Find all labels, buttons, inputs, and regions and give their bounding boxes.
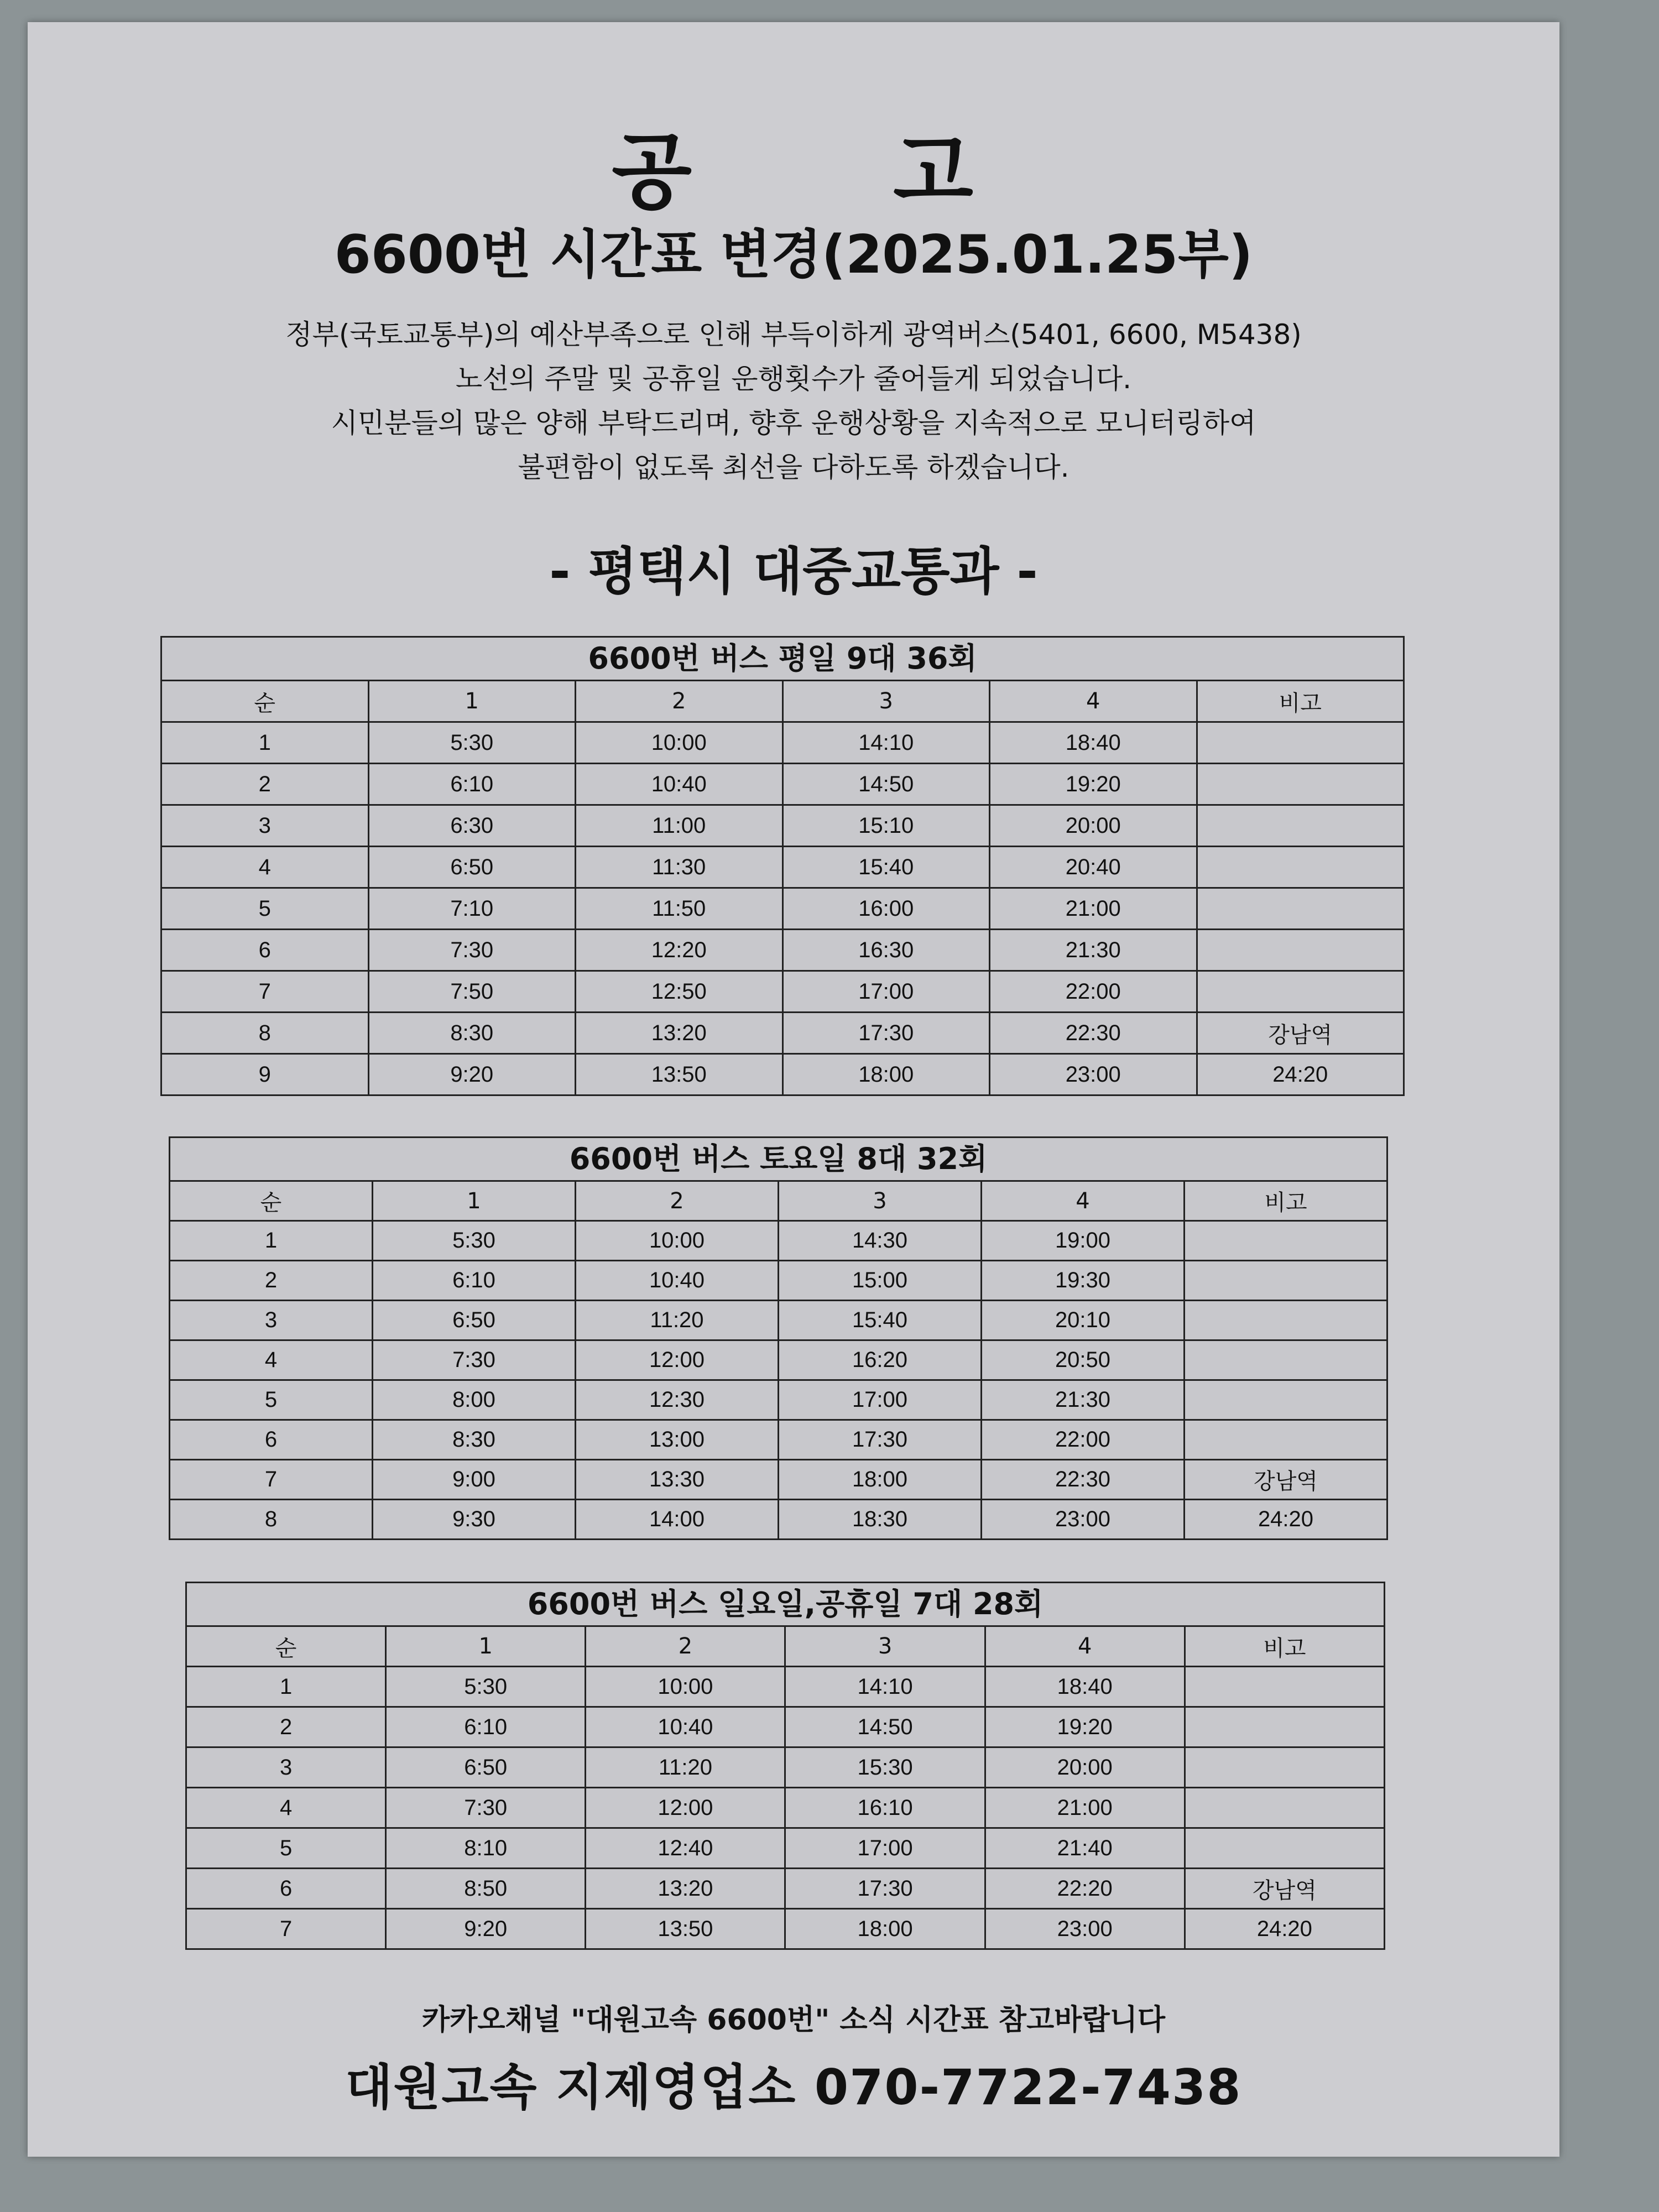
remark-cell — [1185, 1261, 1387, 1301]
remark-cell — [1185, 1747, 1384, 1788]
departure-time-cell: 7:30 — [386, 1788, 586, 1828]
departure-time-cell: 10:00 — [576, 1221, 779, 1261]
departure-time-cell: 5:30 — [373, 1221, 576, 1261]
remark-cell — [1185, 1420, 1387, 1460]
departure-time-cell: 7:30 — [368, 930, 576, 971]
table-row — [186, 1869, 1385, 1909]
departure-time-cell: 21:00 — [990, 888, 1197, 930]
departure-time-cell: 7:10 — [368, 888, 576, 930]
remark-cell — [1185, 1828, 1384, 1869]
remark-cell: 24:20 — [1185, 1909, 1384, 1949]
departure-time-cell: 22:30 — [990, 1013, 1197, 1054]
column-header: 1 — [386, 1626, 586, 1667]
departure-time-cell: 8:10 — [386, 1828, 586, 1869]
row-number-cell: 3 — [170, 1301, 373, 1340]
table-row — [170, 1500, 1387, 1540]
column-header: 4 — [982, 1181, 1185, 1221]
departure-time-cell: 19:20 — [985, 1707, 1185, 1747]
remark-cell — [1185, 1380, 1387, 1420]
row-number-cell: 5 — [186, 1828, 386, 1869]
departure-time-cell: 14:30 — [779, 1221, 982, 1261]
table-row — [170, 1261, 1387, 1301]
departure-time-cell: 15:00 — [779, 1261, 982, 1301]
departure-time-cell: 13:30 — [576, 1460, 779, 1500]
departure-time-cell: 18:40 — [985, 1667, 1185, 1707]
departure-time-cell: 6:10 — [386, 1707, 586, 1747]
departure-time-cell: 23:00 — [982, 1500, 1185, 1540]
departure-time-cell: 6:30 — [368, 805, 576, 847]
row-number-cell: 8 — [161, 1013, 369, 1054]
remark-cell: 24:20 — [1197, 1054, 1404, 1095]
table-row — [161, 971, 1404, 1013]
departure-time-cell: 18:30 — [779, 1500, 982, 1540]
row-number-cell: 7 — [170, 1460, 373, 1500]
company-contact: 대원고속 지제영업소 070-7722-7438 — [345, 2059, 1242, 2116]
departure-time-cell: 13:20 — [576, 1013, 783, 1054]
remark-cell — [1185, 1788, 1384, 1828]
column-header: 비고 — [1197, 681, 1404, 722]
departure-time-cell: 13:00 — [576, 1420, 779, 1460]
departure-time-cell: 23:00 — [990, 1054, 1197, 1095]
column-header: 1 — [373, 1181, 576, 1221]
departure-time-cell: 9:00 — [373, 1460, 576, 1500]
remark-cell — [1197, 805, 1404, 847]
departure-time-cell: 6:50 — [386, 1747, 586, 1788]
departure-time-cell: 18:00 — [782, 1054, 990, 1095]
weekday-timetable — [160, 636, 1405, 1096]
departure-time-cell: 19:20 — [990, 764, 1197, 805]
departure-time-cell: 8:50 — [386, 1869, 586, 1909]
remark-cell — [1197, 847, 1404, 888]
departure-time-cell: 15:10 — [782, 805, 990, 847]
departure-time-cell: 22:30 — [982, 1460, 1185, 1500]
row-number-cell: 6 — [170, 1420, 373, 1460]
notice-subtitle: 6600번 시간표 변경(2025.01.25부) — [334, 225, 1253, 285]
departure-time-cell: 21:30 — [990, 930, 1197, 971]
body-line: 노선의 주말 및 공휴일 운행횟수가 줄어들게 되었습니다. — [455, 363, 1132, 395]
table-row — [161, 930, 1404, 971]
row-number-cell: 6 — [161, 930, 369, 971]
departure-time-cell: 16:30 — [782, 930, 990, 971]
departure-time-cell: 20:10 — [982, 1301, 1185, 1340]
departure-time-cell: 12:30 — [576, 1380, 779, 1420]
departure-time-cell: 10:40 — [576, 1261, 779, 1301]
remark-cell: 강남역 — [1185, 1869, 1384, 1909]
departure-time-cell: 17:30 — [782, 1013, 990, 1054]
departure-time-cell: 10:40 — [586, 1707, 785, 1747]
departure-time-cell: 22:20 — [985, 1869, 1185, 1909]
table-row — [170, 1221, 1387, 1261]
table-row — [186, 1707, 1385, 1747]
departure-time-cell: 18:00 — [779, 1460, 982, 1500]
title-char-2: 고 — [893, 124, 975, 221]
departure-time-cell: 8:30 — [373, 1420, 576, 1460]
departure-time-cell: 17:30 — [779, 1420, 982, 1460]
departure-time-cell: 20:40 — [990, 847, 1197, 888]
row-number-cell: 3 — [161, 805, 369, 847]
departure-time-cell: 8:00 — [373, 1380, 576, 1420]
departure-time-cell: 18:40 — [990, 722, 1197, 764]
table-row — [186, 1667, 1385, 1707]
departure-time-cell: 16:10 — [785, 1788, 985, 1828]
timetable-title: 6600번 버스 일요일,공휴일 7대 28회 — [185, 1582, 1385, 1625]
departure-time-cell: 5:30 — [368, 722, 576, 764]
row-number-cell: 1 — [170, 1221, 373, 1261]
departure-time-cell: 10:40 — [576, 764, 783, 805]
departure-time-cell: 13:20 — [586, 1869, 785, 1909]
row-number-cell: 2 — [161, 764, 369, 805]
departure-time-cell: 16:20 — [779, 1340, 982, 1380]
remark-cell — [1185, 1707, 1384, 1747]
timetable-header-row — [186, 1626, 1385, 1667]
departure-time-cell: 17:00 — [785, 1828, 985, 1869]
column-header: 순 — [186, 1626, 386, 1667]
timetable-header-row — [161, 681, 1404, 722]
departure-time-cell: 22:00 — [990, 971, 1197, 1013]
remark-cell — [1197, 888, 1404, 930]
departure-time-cell: 19:00 — [982, 1221, 1185, 1261]
table-row — [161, 722, 1404, 764]
departure-time-cell: 14:10 — [785, 1667, 985, 1707]
table-row — [161, 805, 1404, 847]
table-row — [170, 1420, 1387, 1460]
table-row — [170, 1460, 1387, 1500]
notice-body — [28, 312, 1559, 489]
body-line: 불편함이 없도록 최선을 다하도록 하겠습니다. — [518, 451, 1070, 483]
table-row — [170, 1340, 1387, 1380]
departure-time-cell: 10:00 — [586, 1667, 785, 1707]
timetable-title: 6600번 버스 토요일 8대 32회 — [169, 1136, 1388, 1180]
column-header: 비고 — [1185, 1181, 1387, 1221]
title-char-1: 공 — [612, 124, 694, 221]
table-row — [161, 1054, 1404, 1095]
departure-time-cell: 15:40 — [782, 847, 990, 888]
body-line: 시민분들의 많은 양해 부탁드리며, 향후 운행상황을 지속적으로 모니터링하여 — [331, 407, 1256, 439]
departure-time-cell: 10:00 — [576, 722, 783, 764]
departure-time-cell: 20:50 — [982, 1340, 1185, 1380]
departure-time-cell: 17:00 — [782, 971, 990, 1013]
remark-cell: 강남역 — [1197, 1013, 1404, 1054]
remark-cell: 강남역 — [1185, 1460, 1387, 1500]
remark-cell — [1185, 1221, 1387, 1261]
departure-time-cell: 22:00 — [982, 1420, 1185, 1460]
departure-time-cell: 5:30 — [386, 1667, 586, 1707]
table-row — [170, 1380, 1387, 1420]
notice-title — [28, 105, 1559, 225]
row-number-cell: 8 — [170, 1500, 373, 1540]
departure-time-cell: 14:00 — [576, 1500, 779, 1540]
table-row — [161, 1013, 1404, 1054]
row-number-cell: 6 — [186, 1869, 386, 1909]
row-number-cell: 9 — [161, 1054, 369, 1095]
departure-time-cell: 11:20 — [586, 1747, 785, 1788]
timetable-header-row — [170, 1181, 1387, 1221]
departure-time-cell: 6:10 — [368, 764, 576, 805]
row-number-cell: 5 — [161, 888, 369, 930]
row-number-cell: 4 — [186, 1788, 386, 1828]
departure-time-cell: 21:40 — [985, 1828, 1185, 1869]
departure-time-cell: 17:30 — [785, 1869, 985, 1909]
departure-time-cell: 9:20 — [386, 1909, 586, 1949]
row-number-cell: 7 — [161, 971, 369, 1013]
departure-time-cell: 12:20 — [576, 930, 783, 971]
remark-cell: 24:20 — [1185, 1500, 1387, 1540]
departure-time-cell: 13:50 — [576, 1054, 783, 1095]
remark-cell — [1185, 1301, 1387, 1340]
departure-time-cell: 11:30 — [576, 847, 783, 888]
remark-cell — [1197, 764, 1404, 805]
column-header: 4 — [985, 1626, 1185, 1667]
remark-cell — [1197, 930, 1404, 971]
sunday-holiday-timetable — [185, 1582, 1385, 1950]
column-header: 2 — [586, 1626, 785, 1667]
departure-time-cell: 9:20 — [368, 1054, 576, 1095]
row-number-cell: 4 — [161, 847, 369, 888]
table-row — [161, 888, 1404, 930]
departure-time-cell: 20:00 — [990, 805, 1197, 847]
departure-time-cell: 19:30 — [982, 1261, 1185, 1301]
column-header: 3 — [782, 681, 990, 722]
departure-time-cell: 17:00 — [779, 1380, 982, 1420]
departure-time-cell: 21:00 — [985, 1788, 1185, 1828]
table-row — [186, 1788, 1385, 1828]
departure-time-cell: 12:00 — [576, 1340, 779, 1380]
table-row — [161, 764, 1404, 805]
remark-cell — [1197, 971, 1404, 1013]
row-number-cell: 1 — [161, 722, 369, 764]
departure-time-cell: 11:20 — [576, 1301, 779, 1340]
departure-time-cell: 6:10 — [373, 1261, 576, 1301]
row-number-cell: 1 — [186, 1667, 386, 1707]
column-header: 1 — [368, 681, 576, 722]
departure-time-cell: 6:50 — [373, 1301, 576, 1340]
departure-time-cell: 18:00 — [785, 1909, 985, 1949]
departure-time-cell: 13:50 — [586, 1909, 785, 1949]
departure-time-cell: 23:00 — [985, 1909, 1185, 1949]
row-number-cell: 4 — [170, 1340, 373, 1380]
remark-cell — [1185, 1340, 1387, 1380]
department-signature: - 평택시 대중교통과 - — [549, 542, 1038, 601]
departure-time-cell: 15:30 — [785, 1747, 985, 1788]
row-number-cell: 7 — [186, 1909, 386, 1949]
row-number-cell: 3 — [186, 1747, 386, 1788]
departure-time-cell: 15:40 — [779, 1301, 982, 1340]
body-line: 정부(국토교통부)의 예산부족으로 인해 부득이하게 광역버스(5401, 6600, M5438) — [285, 319, 1302, 351]
departure-time-cell: 16:00 — [782, 888, 990, 930]
table-row — [161, 847, 1404, 888]
column-header: 2 — [576, 681, 783, 722]
timetable-title: 6600번 버스 평일 9대 36회 — [160, 636, 1405, 680]
remark-cell — [1185, 1667, 1384, 1707]
column-header: 3 — [779, 1181, 982, 1221]
departure-time-cell: 12:50 — [576, 971, 783, 1013]
table-row — [186, 1828, 1385, 1869]
column-header: 비고 — [1185, 1626, 1384, 1667]
kakao-channel-note: 카카오채널 "대원고속 6600번" 소식 시간표 참고바랍니다 — [421, 2004, 1166, 2037]
remark-cell — [1197, 722, 1404, 764]
departure-time-cell: 7:30 — [373, 1340, 576, 1380]
departure-time-cell: 6:50 — [368, 847, 576, 888]
column-header: 순 — [170, 1181, 373, 1221]
column-header: 3 — [785, 1626, 985, 1667]
departure-time-cell: 9:30 — [373, 1500, 576, 1540]
departure-time-cell: 12:40 — [586, 1828, 785, 1869]
saturday-timetable — [169, 1136, 1388, 1540]
departure-time-cell: 21:30 — [982, 1380, 1185, 1420]
row-number-cell: 2 — [186, 1707, 386, 1747]
table-row — [186, 1747, 1385, 1788]
departure-time-cell: 11:50 — [576, 888, 783, 930]
departure-time-cell: 12:00 — [586, 1788, 785, 1828]
departure-time-cell: 20:00 — [985, 1747, 1185, 1788]
notice-sheet — [28, 22, 1559, 2157]
departure-time-cell: 14:50 — [782, 764, 990, 805]
departure-time-cell: 7:50 — [368, 971, 576, 1013]
column-header: 4 — [990, 681, 1197, 722]
table-row — [170, 1301, 1387, 1340]
row-number-cell: 2 — [170, 1261, 373, 1301]
departure-time-cell: 8:30 — [368, 1013, 576, 1054]
column-header: 2 — [576, 1181, 779, 1221]
table-row — [186, 1909, 1385, 1949]
column-header: 순 — [161, 681, 369, 722]
departure-time-cell: 11:00 — [576, 805, 783, 847]
departure-time-cell: 14:10 — [782, 722, 990, 764]
departure-time-cell: 14:50 — [785, 1707, 985, 1747]
row-number-cell: 5 — [170, 1380, 373, 1420]
